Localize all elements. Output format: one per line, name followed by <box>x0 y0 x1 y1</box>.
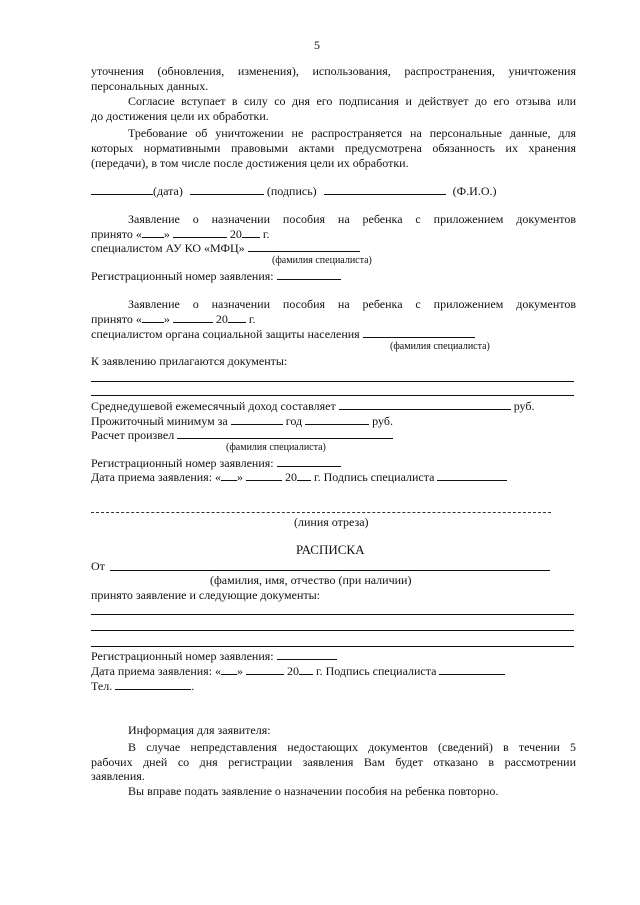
quote-close: » <box>237 470 244 484</box>
mfc-specialist-line <box>91 240 360 255</box>
subsistence-year: год <box>285 414 303 428</box>
signature-blank[interactable] <box>190 183 264 195</box>
day-blank[interactable] <box>142 226 164 238</box>
receipt-accepted-label: принято заявление и следующие документы: <box>91 588 321 602</box>
subsistence-period-blank[interactable] <box>231 413 283 425</box>
day-blank[interactable] <box>221 663 237 675</box>
date-label: (дата) <box>153 184 183 198</box>
receipt-from-line[interactable] <box>110 570 550 571</box>
year-prefix: 20 <box>215 312 228 326</box>
reg-number-blank[interactable] <box>277 648 337 660</box>
accepted-label: принято « <box>91 227 142 241</box>
accepted-label: принято « <box>91 312 142 326</box>
docs-line-1[interactable] <box>91 381 574 382</box>
signature-blank[interactable] <box>437 469 507 481</box>
year-prefix: 20 <box>287 664 300 678</box>
year-blank[interactable] <box>242 226 260 238</box>
quote-close: » <box>163 312 170 326</box>
signature-label: (подпись) <box>266 184 317 198</box>
consent-p1-line2: персональных данных. <box>91 79 209 93</box>
year-prefix: 20 <box>285 470 298 484</box>
signature-label: г. Подпись специалиста <box>316 664 437 678</box>
subsistence-rub: руб. <box>372 414 393 428</box>
reg-label: Регистрационный номер заявления: <box>91 269 274 283</box>
specialist-blank[interactable] <box>363 326 475 338</box>
consent-p2-line2: до достижения цели их обработки. <box>91 109 269 123</box>
subsistence-label: Прожиточный минимум за <box>91 414 228 428</box>
info-line-4: Вы вправе подать заявление о назначении пособия на ребенка повторно. <box>128 784 499 798</box>
year-blank[interactable] <box>297 469 311 481</box>
mfc-specialist-caption: (фамилия специалиста) <box>272 255 372 266</box>
reg-number-blank[interactable] <box>277 455 341 467</box>
tel-label: Тел. <box>91 679 113 693</box>
fio-label: (Ф.И.О.) <box>452 184 497 198</box>
year-blank[interactable] <box>228 311 246 323</box>
docs-line-2[interactable] <box>91 395 574 396</box>
income-blank[interactable] <box>339 398 511 410</box>
receipt-docs-line-1[interactable] <box>91 614 574 615</box>
consent-p1-line1: уточнения (обновления, изменения), использования, распространения, уничтожения <box>91 64 576 78</box>
consent-p3-line2: которых нормативными правовыми актами предусмотрена обязанность их хранения <box>91 141 576 155</box>
day-blank[interactable] <box>142 311 164 323</box>
date-label: Дата приема заявления: « <box>91 470 222 484</box>
receipt-docs-line-3[interactable] <box>91 646 574 647</box>
signature-label: г. Подпись специалиста <box>314 470 435 484</box>
info-line-2: рабочих дней со дня регистрации заявления Вам будет отказано в рассмотрении <box>91 755 576 769</box>
reg-number-blank[interactable] <box>277 268 341 280</box>
tel-dot: . <box>191 679 195 693</box>
calc-blank[interactable] <box>177 427 393 439</box>
month-blank[interactable] <box>246 663 284 675</box>
mfc-accepted-line <box>91 226 269 241</box>
social-accepted-line <box>91 311 255 326</box>
year-suffix: г. <box>248 312 256 326</box>
day-blank[interactable] <box>221 469 237 481</box>
year-blank[interactable] <box>299 663 313 675</box>
month-blank[interactable] <box>246 469 282 481</box>
year-suffix: г. <box>262 227 270 241</box>
receipt-title: РАСПИСКА <box>296 542 365 557</box>
mfc-application-line: Заявление о назначении пособия на ребенка с приложением документов <box>128 212 576 226</box>
social-date-line <box>91 469 507 484</box>
reg-label: Регистрационный номер заявления: <box>91 456 274 470</box>
signature-line <box>91 183 496 198</box>
cut-line <box>91 512 551 513</box>
info-line-1: В случае непредставления недостающих документов (сведений) в течении 5 <box>128 740 576 754</box>
social-application-line: Заявление о назначении пособия на ребенка с приложением документов <box>128 297 576 311</box>
income-label: Среднедушевой ежемесячный доход составляет <box>91 399 336 413</box>
income-rub: руб. <box>513 399 535 413</box>
quote-close: » <box>163 227 170 241</box>
fio-blank[interactable] <box>324 183 446 195</box>
mfc-reg-line <box>91 268 341 283</box>
attached-docs-label: К заявлению прилагаются документы: <box>91 354 288 368</box>
specialist-label: специалистом АУ КО «МФЦ» <box>91 241 245 255</box>
calc-line <box>91 427 393 442</box>
social-specialist-line <box>91 326 475 341</box>
reg-label: Регистрационный номер заявления: <box>91 649 274 663</box>
calc-caption: (фамилия специалиста) <box>226 442 326 453</box>
tel-blank[interactable] <box>115 678 191 690</box>
year-prefix: 20 <box>229 227 242 241</box>
date-blank[interactable] <box>91 183 153 195</box>
receipt-fio-caption: (фамилия, имя, отчество (при наличии) <box>210 573 412 587</box>
signature-blank[interactable] <box>439 663 505 675</box>
subsistence-amount-blank[interactable] <box>305 413 369 425</box>
info-heading: Информация для заявителя: <box>128 723 271 737</box>
receipt-date-line <box>91 663 505 678</box>
income-line <box>91 398 535 413</box>
receipt-reg-line <box>91 648 337 663</box>
social-reg-line <box>91 455 341 470</box>
month-blank[interactable] <box>173 311 213 323</box>
specialist-blank[interactable] <box>248 240 360 252</box>
receipt-docs-line-2[interactable] <box>91 630 574 631</box>
month-blank[interactable] <box>173 226 227 238</box>
page-number: 5 <box>314 38 320 52</box>
consent-p3-line3: (передачи), в том числе после достижения цели их обработки. <box>91 156 409 170</box>
consent-p2-line1: Согласие вступает в силу со дня его подписания и действует до его отзыва или <box>128 94 576 108</box>
date-label: Дата приема заявления: « <box>91 664 222 678</box>
calc-label: Расчет произвел <box>91 428 175 442</box>
info-line-3: заявления. <box>91 769 145 783</box>
subsistence-line <box>91 413 393 428</box>
consent-p3-line1: Требование об уничтожении не распространяется на персональные данные, для <box>128 126 576 140</box>
specialist-label: специалистом органа социальной защиты населения <box>91 327 360 341</box>
social-specialist-caption: (фамилия специалиста) <box>390 341 490 352</box>
receipt-tel-line <box>91 678 194 693</box>
receipt-from-label: От <box>91 559 105 573</box>
cut-line-label: (линия отреза) <box>294 515 369 529</box>
quote-close: » <box>237 664 244 678</box>
